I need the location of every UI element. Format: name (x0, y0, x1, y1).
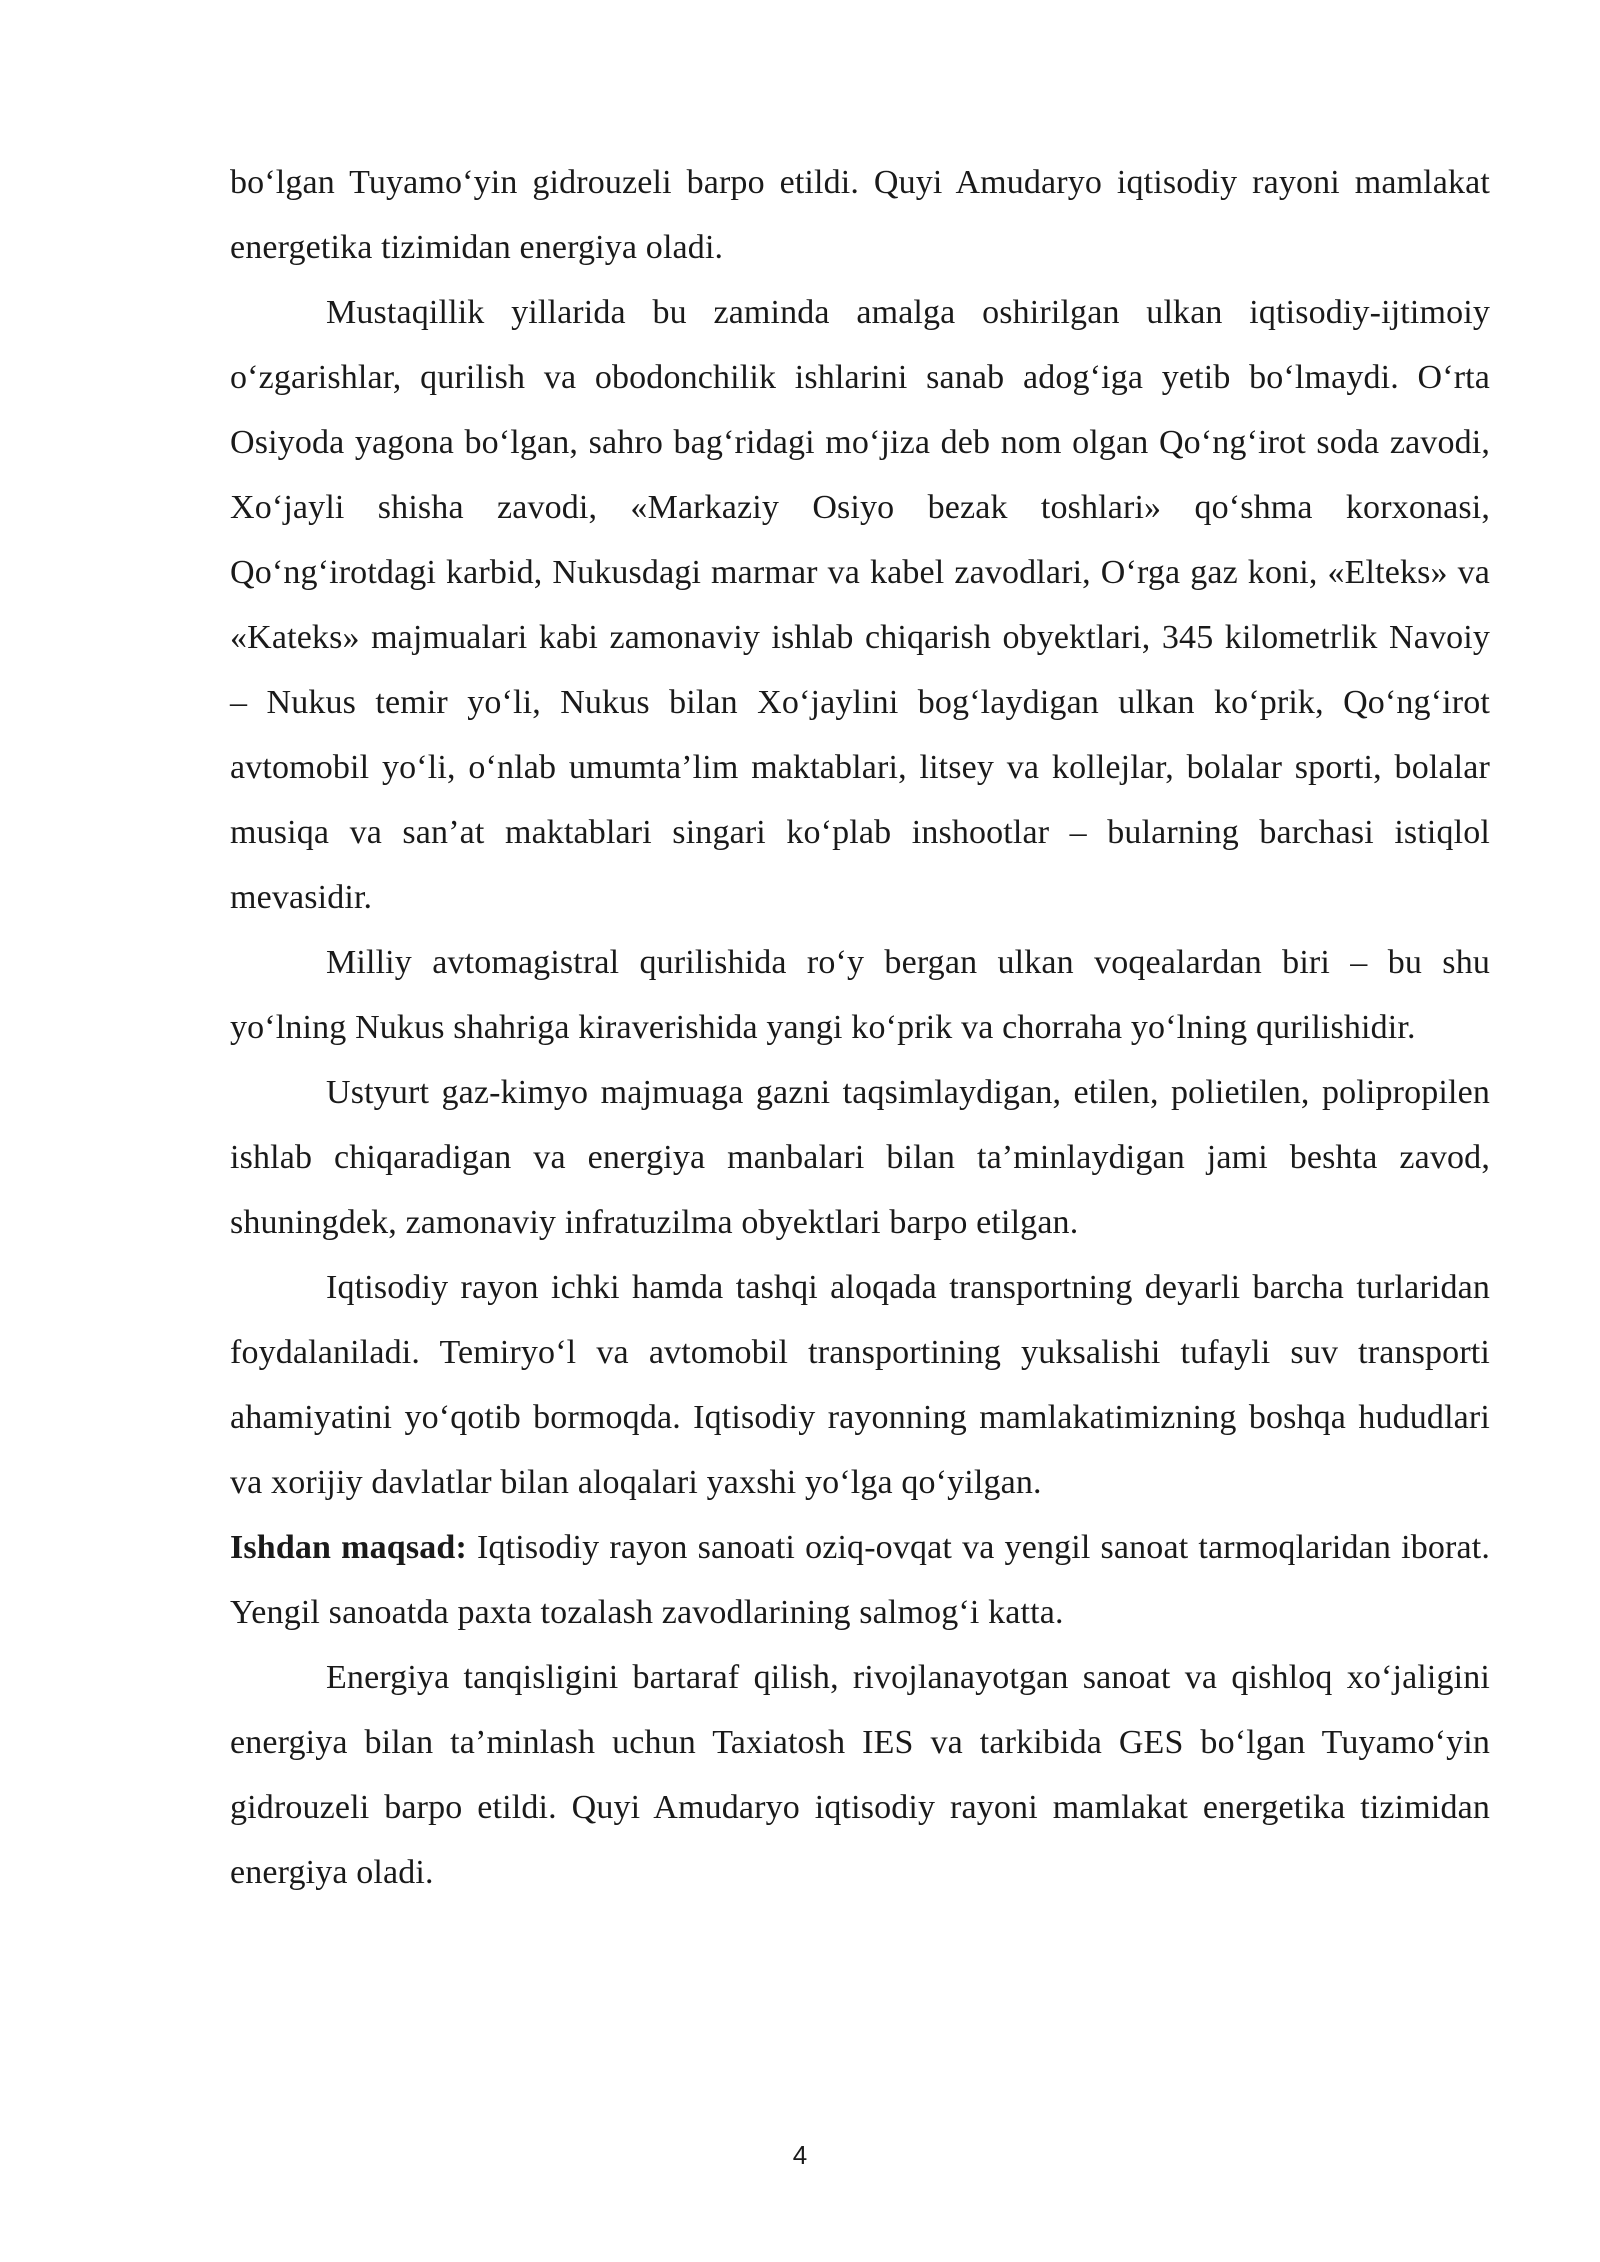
paragraph-text: Iqtisodiy rayon ichki hamda tashqi aloqada transportning deyarli barcha turlaridan foydalaniladi. Temiryo‘l va avtomobil transportining yuksalishi tufayli suv transporti ahamiyatini yo‘qotib bormoqda. Iqtisodiy rayonning mamlakatimizning boshqa hududlari va xorijiy davlatlar bilan aloqalari yaxshi yo‘lga qo‘yilgan. (230, 1269, 1490, 1501)
paragraph-text: Milliy avtomagistral qurilishida ro‘y bergan ulkan voqealardan biri – bu shu yo‘lning Nukus shahriga kiraverishida yangi ko‘prik va chorraha yo‘lning qurilishidir. (230, 944, 1490, 1046)
paragraph-4 (230, 1060, 1490, 1255)
page-number: 4 (792, 2140, 808, 2170)
paragraph-text: Mustaqillik yillarida bu zaminda amalga oshirilgan ulkan iqtisodiy-ijtimoiy o‘zgarishlar, qurilish va obodonchilik ishlarini sanab adog‘iga yetib bo‘lmaydi. O‘rta Osiyoda yagona bo‘lgan, sahro bag‘ridagi mo‘jiza deb nom olgan Qo‘ng‘irot soda zavodi, Xo‘jayli shisha zavodi, «Markaziy Osiyo bezak toshlari» qo‘shma korxonasi, Qo‘ng‘irotdagi karbid, Nukusdagi marmar va kabel zavodlari, O‘rga gaz koni, «Elteks» va «Kateks» majmualari kabi zamonaviy ishlab chiqarish obyektlari, 345 kilometrlik Navoiy – Nukus temir yo‘li, Nukus bilan Xo‘jaylini bog‘laydigan ulkan ko‘prik, Qo‘ng‘irot avtomobil yo‘li, o‘nlab umumta’lim maktablari, litsey va kollejlar, bolalar sporti, bolalar musiqa va san’at maktablari singari ko‘plab inshootlar – bularning barchasi istiqlol mevasidir. (230, 294, 1490, 916)
paragraph-1 (230, 150, 1490, 280)
paragraph-text: Energiya tanqisligini bartaraf qilish, rivojlanayotgan sanoat va qishloq xo‘jaligini energiya bilan ta’minlash uchun Taxiatosh IES va tarkibida GES bo‘lgan Tuyamo‘yin gidrouzeli barpo etildi. Quyi Amudaryo iqtisodiy rayoni mamlakat energetika tizimidan energiya oladi. (230, 1659, 1490, 1891)
paragraph-3 (230, 930, 1490, 1060)
paragraph-lead-bold: Ishdan maqsad: (230, 1529, 467, 1566)
paragraph-6 (230, 1515, 1490, 1645)
paragraph-text: Iqtisodiy rayon sanoati oziq-ovqat va yengil sanoat tarmoqlaridan iborat. Yengil sanoatda paxta tozalash zavodlarining salmog‘i katta. (230, 1529, 1490, 1631)
document-body (230, 150, 1490, 1905)
paragraph-text: bo‘lgan Tuyamo‘yin gidrouzeli barpo etildi. Quyi Amudaryo iqtisodiy rayoni mamlakat energetika tizimidan energiya oladi. (230, 164, 1490, 266)
paragraph-5 (230, 1255, 1490, 1515)
paragraph-7 (230, 1645, 1490, 1905)
paragraph-text: Ustyurt gaz-kimyo majmuaga gazni taqsimlaydigan, etilen, polietilen, polipropilen ishlab chiqaradigan va energiya manbalari bilan ta’minlaydigan jami beshta zavod, shuningdek, zamonaviy infratuzilma obyektlari barpo etilgan. (230, 1074, 1490, 1241)
paragraph-2 (230, 280, 1490, 930)
